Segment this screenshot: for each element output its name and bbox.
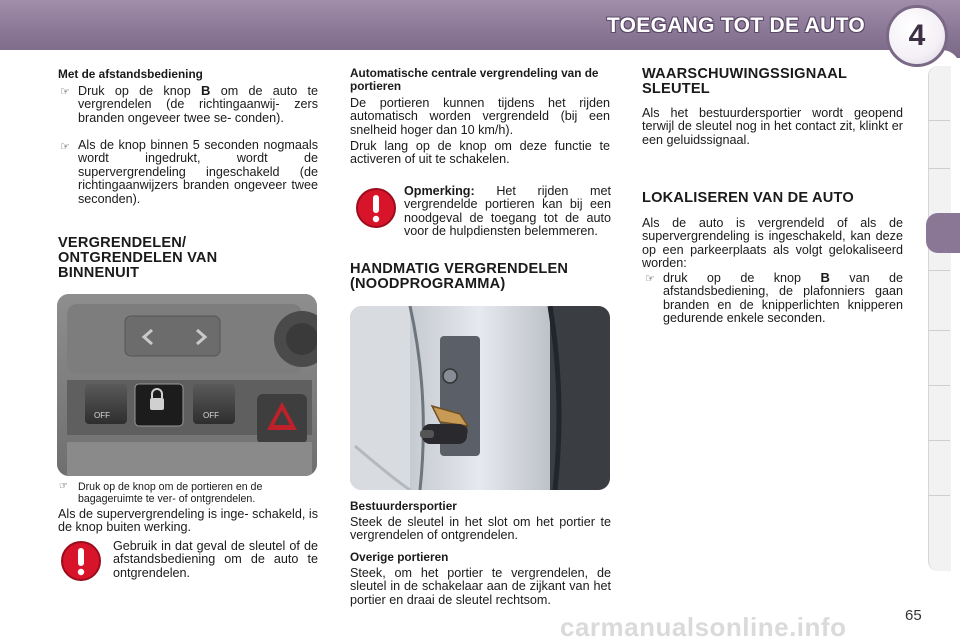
locate-bullet <box>663 271 903 326</box>
warning-icon <box>60 540 102 582</box>
bullet-text: om de auto te vergrendelen (de richtingaanwij- zers branden ongeveer twee se- conden). <box>78 84 319 125</box>
warning-icon <box>355 187 397 229</box>
key-b-label: B <box>820 270 830 285</box>
bullet-icon: ☞ <box>59 481 68 492</box>
off-label: OFF <box>94 411 110 420</box>
tab-divider <box>928 495 950 496</box>
tab-divider <box>928 385 950 386</box>
key-warning-text: Als het bestuurdersportier wordt geopend terwijl de sleutel nog in het contact zit, klinkt er een geluidssignaal. <box>642 106 903 147</box>
tab-divider <box>928 440 950 441</box>
dashboard-illustration <box>57 294 317 476</box>
section-heading-manual-lock: HANDMATIG VERGRENDELEN (NOODPROGRAMMA) <box>350 261 569 292</box>
remote-heading: Met de afstandsbediening <box>58 67 203 81</box>
driver-door-heading: Bestuurdersportier <box>350 499 457 513</box>
note-text: Het rijden met vergrendelde portieren kan bij een noodgeval de toegang tot de auto voor de hulpdiensten belemmeren. <box>404 184 611 239</box>
remote-bullet-2: Als de knop binnen 5 seconden nogmaals wordt ingedrukt, wordt de supervergrendeling ingeschakeld (de richtingaanwijzers branden ongeveer twee seconden). <box>78 138 318 206</box>
tab-divider <box>928 330 950 331</box>
section-heading-key-warning: WAARSCHUWINGSSIGNAAL SLEUTEL <box>642 66 847 97</box>
remote-bullet-1 <box>78 84 318 125</box>
page-number: 65 <box>905 607 922 624</box>
auto-lock-heading: Automatische centrale vergrendeling van de portieren <box>350 66 599 93</box>
bullet-text: van de afstandsbediening, de plafonniers gaan branden en de knipperlichten knipperen gedurende enkele seconden. <box>663 271 904 326</box>
bullet-text: Druk op de knop <box>78 84 191 98</box>
other-doors-heading: Overige portieren <box>350 550 449 564</box>
note-label: Opmerking: <box>404 184 475 198</box>
tab-divider <box>928 168 950 169</box>
tab-divider <box>928 270 950 271</box>
photo-caption: Druk op de knop om de portieren en de bagageruimte te ver- of ontgrendelen. <box>78 481 263 505</box>
warning-text-unlock: Gebruik in dat geval de sleutel of de afstandsbediening om de auto te ontgrendelen. <box>113 539 318 580</box>
auto-lock-instruction: Druk lang op de knop om deze functie te activeren of uit te schakelen. <box>350 139 610 167</box>
key-b-label: B <box>201 83 211 98</box>
section-heading-locate-vehicle: LOKALISEREN VAN DE AUTO <box>642 190 854 206</box>
bullet-text: druk op de knop <box>663 271 802 285</box>
chapter-number: 4 <box>886 5 948 67</box>
watermark: carmanualsonline.info <box>560 612 847 642</box>
off-label: OFF <box>203 411 219 420</box>
active-chapter-tab[interactable] <box>926 213 960 253</box>
driver-door-text: Steek de sleutel in het slot om het portier te vergrendelen of ontgrendelen. <box>350 515 611 543</box>
door-lock-illustration <box>350 306 610 490</box>
page-title: TOEGANG TOT DE AUTO <box>606 14 865 37</box>
note-box <box>404 185 611 239</box>
dashboard-photo <box>57 294 317 476</box>
locate-vehicle-text: Als de auto is vergrendeld of als de supervergrendeling is ingeschakeld, kan deze op een parkeerplaats als volgt gelokaliseerd worden: <box>642 216 903 271</box>
supervergrendeling-note: Als de supervergrendeling is inge- schakeld, is de knop buiten werking. <box>58 507 318 535</box>
section-heading-interior-lock: VERGRENDELEN/ ONTGRENDELEN VAN BINNENUIT <box>58 235 218 281</box>
bullet-icon: ☞ <box>645 273 655 285</box>
bullet-icon: ☞ <box>60 86 70 98</box>
auto-lock-paragraph: De portieren kunnen tijdens het rijden automatisch worden vergrendeld (bij een snelheid hoger dan 10 km/h). <box>350 96 610 137</box>
other-doors-text: Steek, om het portier te vergrendelen, de sleutel in de schakelaar aan de zijkant van het portier en draai de sleutel rechtsom. <box>350 566 611 607</box>
door-lock-photo <box>350 306 610 490</box>
bullet-icon: ☞ <box>60 141 70 153</box>
tab-divider <box>928 120 950 121</box>
